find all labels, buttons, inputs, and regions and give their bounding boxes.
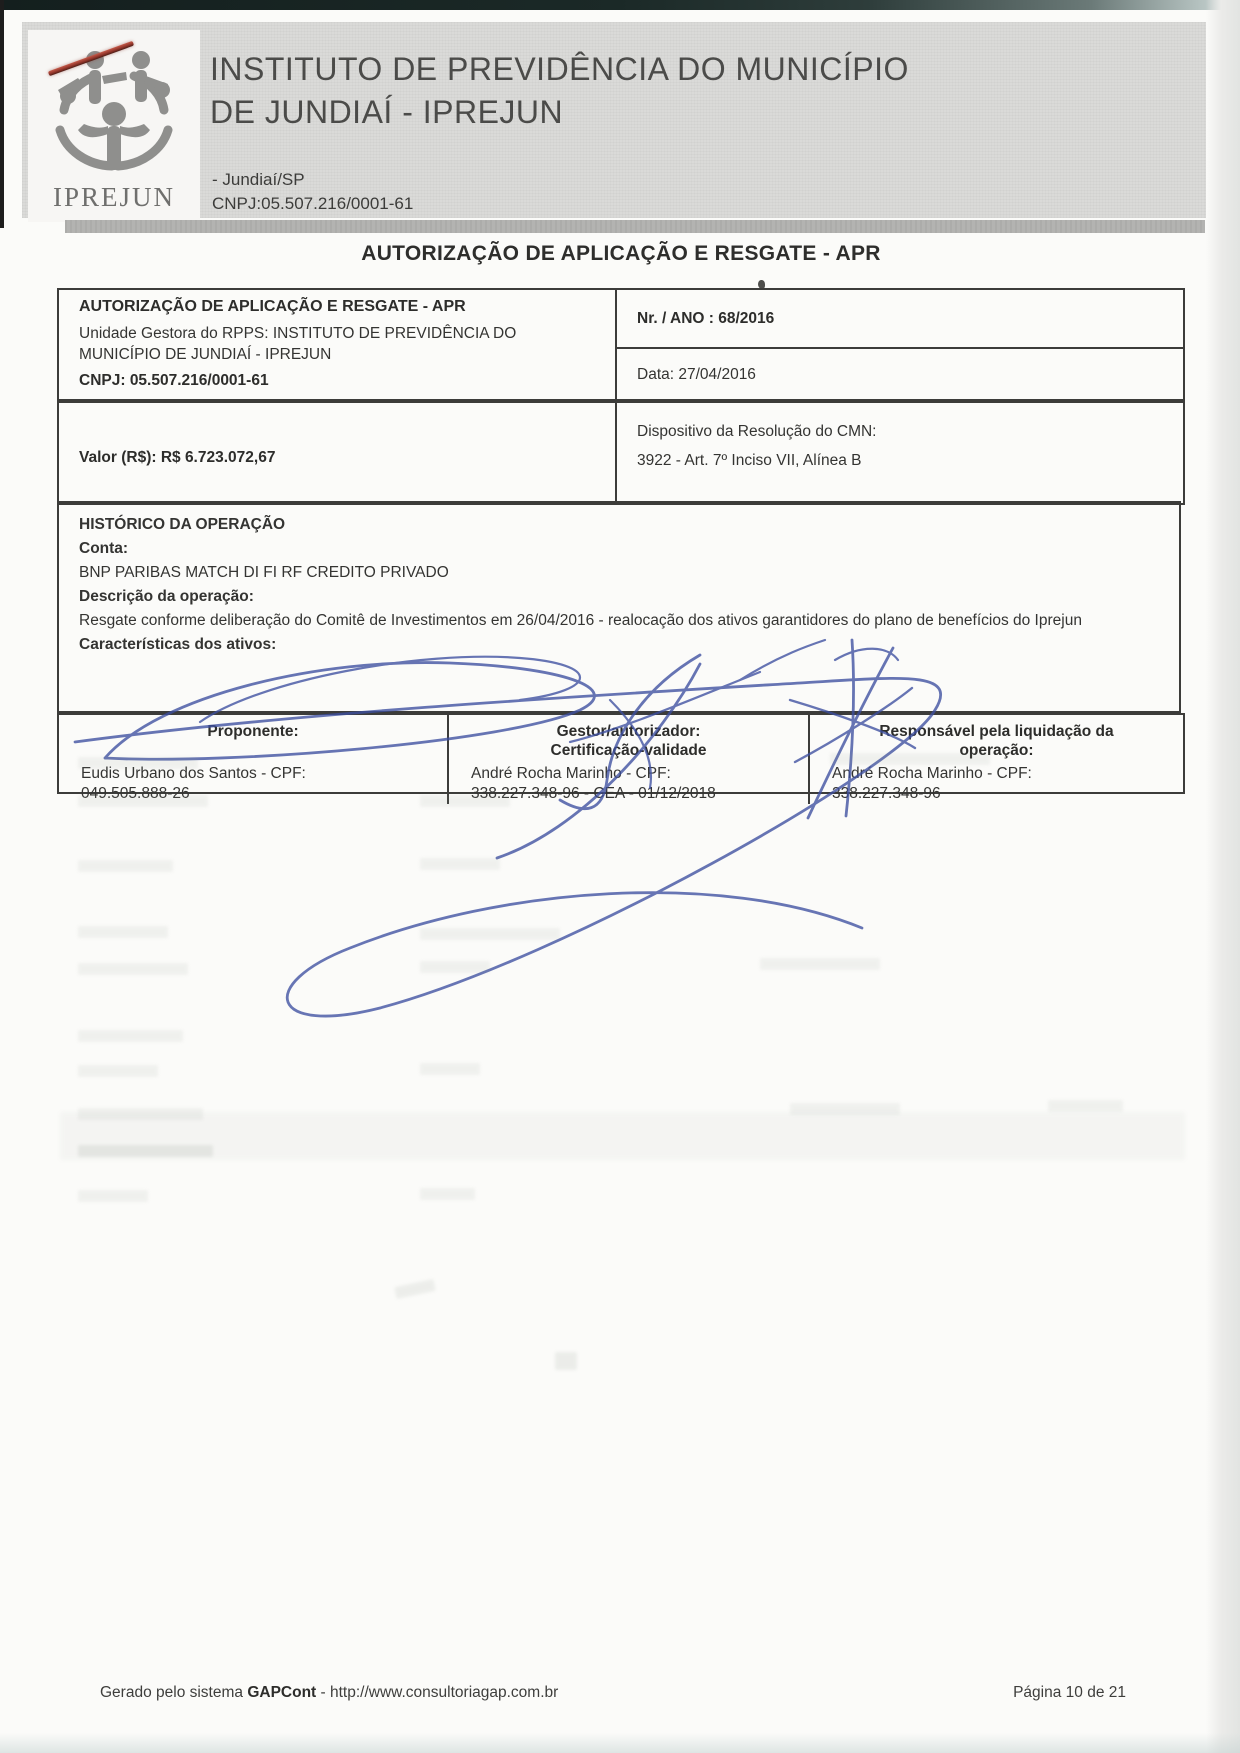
bleedthrough-artifact (78, 795, 208, 807)
form-box-right (617, 290, 1183, 401)
bleedthrough-artifact (420, 961, 490, 973)
unidade-gestora: Unidade Gestora do RPPS: INSTITUTO DE PREVIDÊNCIA DO MUNICÍPIO DE JUNDIAÍ - IPREJUN (79, 325, 517, 363)
form-box-title: AUTORIZAÇÃO DE APLICAÇÃO E RESGATE - APR (79, 298, 466, 315)
field-dispositivo (617, 401, 1183, 503)
org-cnpj: CNPJ:05.507.216/0001-61 (212, 194, 414, 213)
form-box-left (59, 290, 617, 401)
signer-liquidacao-name: André Rocha Marinho - CPF: (832, 765, 1032, 782)
field-nr-ano: Nr. / ANO : 68/2016 (617, 290, 1183, 349)
pencil-smudge (555, 1352, 577, 1370)
signer-proponente-cpf: 049.505.888-26 (81, 785, 190, 802)
signature-table (57, 713, 1185, 802)
conta-label: Conta: (79, 540, 129, 557)
form-box-identification (57, 288, 1185, 403)
bleedthrough-artifact (790, 1103, 900, 1115)
field-data: Data: 27/04/2016 (637, 366, 756, 383)
org-city: - Jundiaí/SP (212, 170, 305, 189)
bleedthrough-artifact (78, 1030, 183, 1042)
bleedthrough-artifact (78, 1065, 158, 1077)
pencil-smudge (394, 1279, 436, 1299)
bleedthrough-artifact (420, 1063, 480, 1075)
conta-value: BNP PARIBAS MATCH DI FI RF CREDITO PRIVADO (79, 564, 449, 581)
role-gestor (449, 722, 808, 764)
org-subtitle (212, 168, 413, 216)
scan-left-edge (0, 0, 4, 228)
footer-page-number: Página 10 de 21 (1013, 1684, 1126, 1701)
bleedthrough-band (60, 1112, 1185, 1160)
footer-generated-by (100, 1684, 558, 1702)
scan-top-edge (0, 0, 1240, 10)
iprejun-logo-icon (38, 38, 190, 188)
signer-gestor-cpf: 338.227.348-96 - CEA - 01/12/2018 (471, 785, 716, 802)
bleedthrough-artifact (78, 926, 168, 938)
footer-url: - http://www.consultoriagap.com.br (316, 1684, 559, 1701)
bleedthrough-artifact (78, 1190, 148, 1202)
scan-right-edge (1206, 0, 1240, 1753)
org-title (210, 48, 1170, 134)
field-valor: Valor (R$): R$ 6.723.072,67 (59, 401, 617, 503)
signer-proponente-name: Eudis Urbano dos Santos - CPF: (81, 765, 306, 782)
dispositivo-label: Dispositivo da Resolução do CMN: (637, 423, 877, 440)
bleedthrough-artifact (420, 795, 510, 807)
org-title-line1: INSTITUTO DE PREVIDÊNCIA DO MUNICÍPIO (210, 51, 909, 87)
footer-prefix: Gerado pelo sistema (100, 1684, 248, 1701)
footer-system-name: GAPCont (247, 1684, 317, 1701)
signer-liquidacao (810, 764, 1183, 804)
bleedthrough-artifact (830, 753, 990, 765)
role-liquidacao-line1: Responsável pela liquidação da (879, 723, 1114, 740)
signer-liquidacao-cpf: 338.227.348-96 (832, 785, 941, 802)
role-proponente-line1: Proponente: (207, 723, 299, 740)
role-gestor-line1: Gestor/autorizador: (556, 723, 701, 740)
form-cnpj: CNPJ: 05.507.216/0001-61 (79, 372, 269, 389)
org-title-line2: DE JUNDIAÍ - IPREJUN (210, 94, 564, 130)
bleedthrough-artifact (420, 928, 560, 940)
signer-gestor-name: André Rocha Marinho - CPF: (471, 765, 671, 782)
role-liquidacao-line2: operação: (959, 742, 1034, 759)
dispositivo-value: 3922 - Art. 7º Inciso VII, Alínea B (637, 452, 862, 469)
historico-box (57, 501, 1181, 713)
role-gestor-line2: Certificação-validade (550, 742, 707, 759)
scan-bottom-edge (0, 1733, 1240, 1753)
document-title: AUTORIZAÇÃO DE APLICAÇÃO E RESGATE - APR (361, 242, 881, 265)
bleedthrough-artifact (78, 860, 173, 872)
bleedthrough-artifact (760, 958, 880, 970)
caracteristicas-label: Características dos ativos: (79, 636, 277, 653)
signature-cell-gestor (447, 715, 808, 804)
descricao-value: Resgate conforme deliberação do Comitê de Investimentos em 26/04/2016 - realocação dos ativos garantidores do plano de benefícios do Iprejun (79, 612, 1082, 629)
logo-text: IPREJUN (52, 182, 175, 212)
logo-box (28, 30, 200, 222)
bleedthrough-artifact (420, 858, 500, 870)
bleedthrough-artifact (78, 757, 198, 769)
bleedthrough-artifact (1048, 1100, 1123, 1112)
form-box-valor (57, 399, 1185, 505)
bleedthrough-artifact (420, 1188, 475, 1200)
bleedthrough-artifact (78, 1145, 213, 1157)
descricao-label: Descrição da operação: (79, 588, 254, 605)
historico-title: HISTÓRICO DA OPERAÇÃO (79, 516, 286, 533)
header-bottom-strip (65, 220, 1205, 233)
bleedthrough-artifact (78, 963, 188, 975)
bleedthrough-artifact (78, 1108, 203, 1120)
